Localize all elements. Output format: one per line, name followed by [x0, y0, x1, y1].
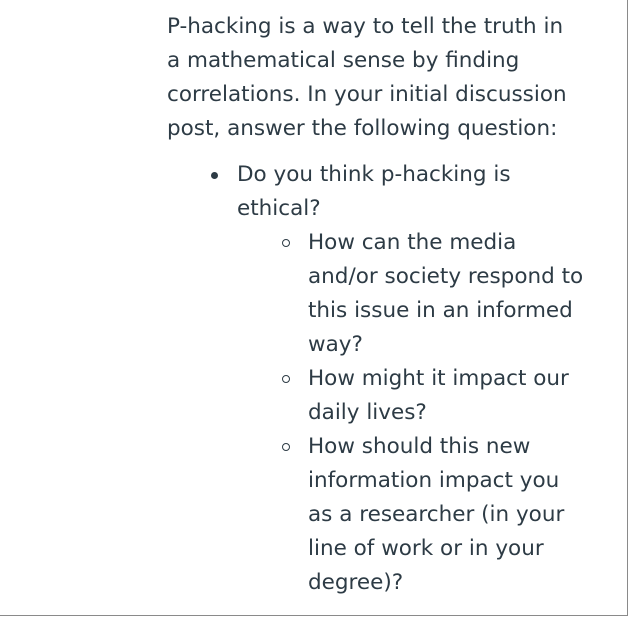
sub-question-list	[237, 226, 587, 600]
list-item-main-question	[167, 158, 587, 600]
list-item-sub-question	[237, 226, 587, 362]
main-question-text: Do you think p-hacking is ethical?	[237, 162, 511, 221]
bullet-disc-icon	[211, 172, 218, 179]
sub-question-text: How might it impact our daily lives?	[308, 366, 569, 425]
list-item-sub-question	[237, 362, 587, 430]
sub-question-text: How should this new information impact you as a researcher (in your line of work or in your degree)?	[308, 434, 565, 595]
sub-question-text: How can the media and/or society respond to this issue in an informed way?	[308, 230, 584, 357]
question-list	[167, 158, 587, 600]
bullet-circle-icon	[282, 239, 290, 247]
bullet-circle-icon	[282, 443, 290, 451]
intro-paragraph: P-hacking is a way to tell the truth in a mathematical sense by finding correlations. In your initial discussion post, answer the following question:	[167, 14, 567, 141]
discussion-prompt	[167, 10, 587, 600]
bullet-circle-icon	[282, 375, 290, 383]
list-item-sub-question	[237, 430, 587, 600]
